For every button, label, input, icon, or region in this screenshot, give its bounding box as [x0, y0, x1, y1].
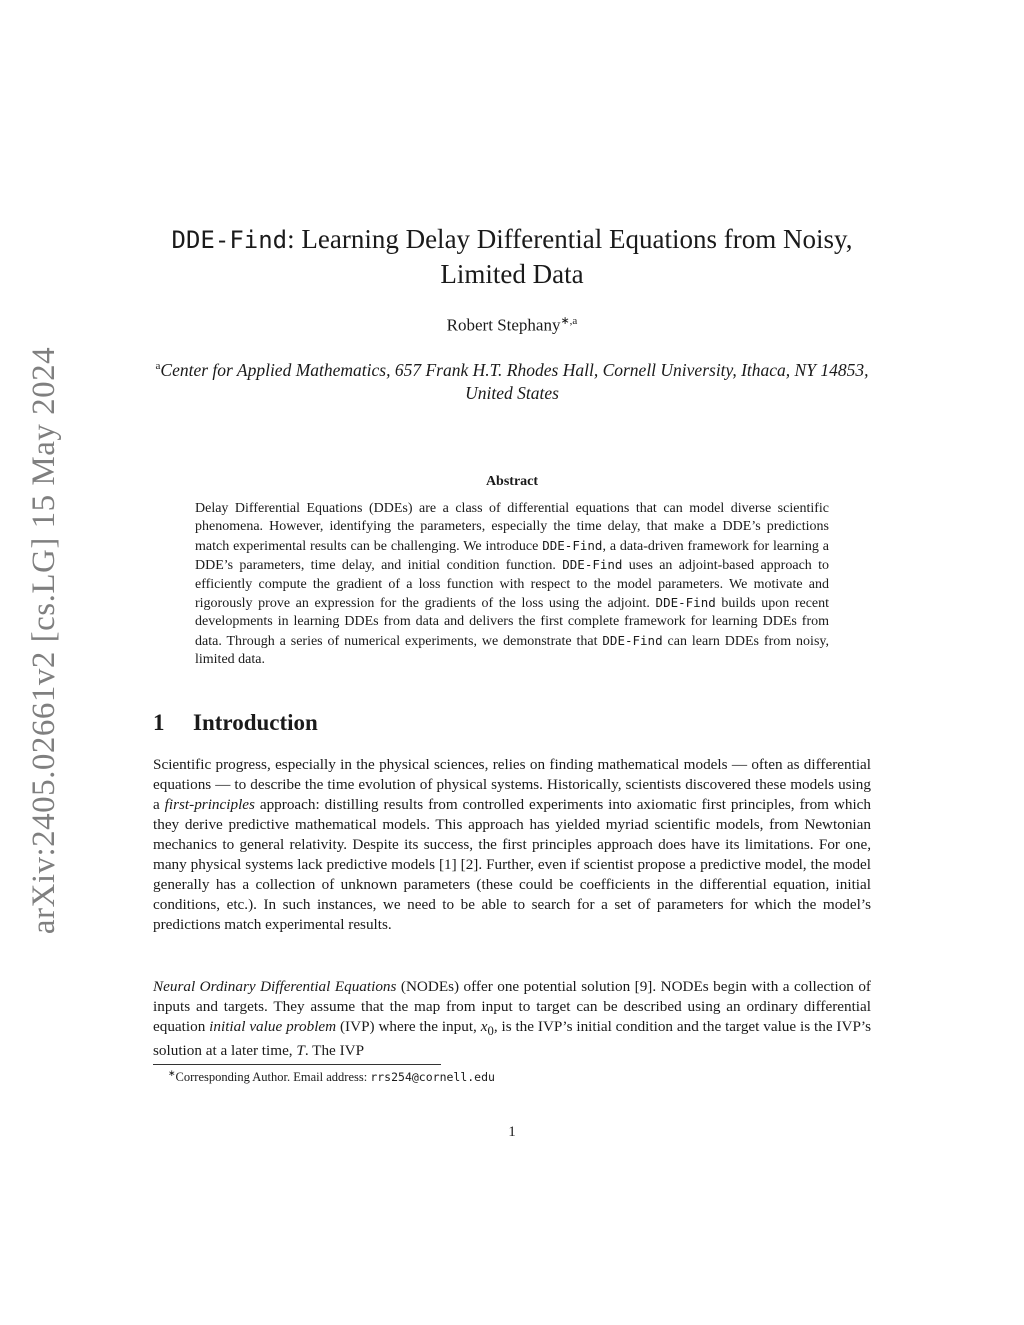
- abstract-code: DDE-Find: [602, 632, 663, 648]
- paragraph-text: (NODEs) offer one potential solution [9]. NODEs begin with a collection of inputs and targets. They assume that the map from input to target can be described using an ordinary differential equation: [153, 978, 871, 1035]
- section-title: Introduction: [193, 710, 318, 735]
- body-paragraph: [153, 977, 871, 1061]
- affiliation-text: Center for Applied Mathematics, 657 Frank H.T. Rhodes Hall, Cornell University, Ithaca, NY 14853, United States: [160, 359, 869, 403]
- abstract-text: , a data-driven framework for learning a DDE’s parameters, time delay, and initial condition function.: [195, 538, 829, 574]
- paper-title: [150, 222, 874, 291]
- paragraph-emphasis: first-principles: [164, 796, 255, 813]
- title-text: : Learning Delay Differential Equations from Noisy, Limited Data: [287, 224, 853, 289]
- footnote-divider: [153, 1064, 441, 1065]
- body-paragraph: [153, 755, 871, 935]
- paragraph-emphasis: Neural Ordinary Differential Equations: [153, 978, 397, 995]
- paragraph-text: Scientific progress, especially in the physical sciences, relies on finding mathematical models — often as differential equations — to describe the time evolution of physical systems. Historically, scientists discovered these models using a: [153, 756, 871, 813]
- footnote-mark: ∗: [168, 1068, 176, 1078]
- author-line: [150, 314, 874, 336]
- paragraph-text: . The IVP: [304, 1042, 365, 1060]
- author-name: Robert Stephany: [446, 315, 561, 335]
- author-marks: ∗,a: [560, 315, 578, 327]
- abstract-text: uses an adjoint-based approach to efficiently compute the gradient of a loss function with respect to the model parameters. We motivate and rigorously prove an expression for the gradients of the loss using the adjoint.: [195, 558, 829, 612]
- abstract-text: can learn DDEs from noisy, limited data.: [195, 633, 829, 668]
- abstract-code: DDE-Find: [562, 557, 623, 573]
- abstract-heading: Abstract: [485, 474, 539, 489]
- page-number: 1: [508, 1124, 516, 1140]
- abstract-body: [195, 500, 829, 670]
- abstract-text: Delay Differential Equations (DDEs) are a class of differential equations that can model diverse scientific phenomena. However, identifying the parameters, especially the time delay, that make a DDE’s predictions match experimental results can be challenging. We introduce: [195, 501, 829, 554]
- affiliation: [150, 355, 874, 405]
- paragraph-text: , is the IVP’s initial condition and the target value is the IVP’s solution at a later time,: [153, 1018, 872, 1060]
- title-code-name: DDE-Find: [171, 226, 288, 254]
- abstract-code: DDE-Find: [542, 537, 603, 553]
- paragraph-text: approach: distilling results from controlled experiments into axiomatic first principles, from which they derive predictive mathematical models. This approach has yielded myriad scientific models, from Newtonian mechanics to general relativity. Despite its success, the first principles approach does have its limitations. For one, many physical systems lack predictive models [1] [2]. Further, even if scientist propose a predictive model, the model generally has a collection of unknown parameters (these could be coefficients in the differential equation, initial conditions, etc.). In such instances, we need to be able to search for a set of parameters for which the model’s predictions match experimental results.: [153, 796, 871, 933]
- math-variable: T: [296, 1042, 305, 1060]
- math-variable: x: [480, 1018, 488, 1035]
- arxiv-identifier-stamp: [20, 340, 70, 940]
- section-heading: [153, 710, 318, 736]
- arxiv-stamp-text: arXiv:2405.02661v2 [cs.LG] 15 May 2024: [26, 346, 63, 934]
- paragraph-text: (IVP) where the input,: [336, 1018, 481, 1035]
- footnote-email: rrs254@cornell.edu: [370, 1070, 495, 1085]
- section-number: 1: [153, 710, 165, 735]
- abstract-text: builds upon recent developments in learning DDEs from data and delivers the first complete framework for learning DDEs from data. Through a series of numerical experiments, we demonstrate that: [195, 596, 830, 649]
- paragraph-emphasis: initial value problem: [209, 1018, 337, 1035]
- abstract-code: DDE-Find: [655, 595, 716, 611]
- footnote-text: Corresponding Author. Email address:: [175, 1070, 371, 1085]
- footnote: [168, 1068, 495, 1085]
- affiliation-mark: a: [155, 360, 161, 372]
- math-subscript: 0: [487, 1024, 494, 1039]
